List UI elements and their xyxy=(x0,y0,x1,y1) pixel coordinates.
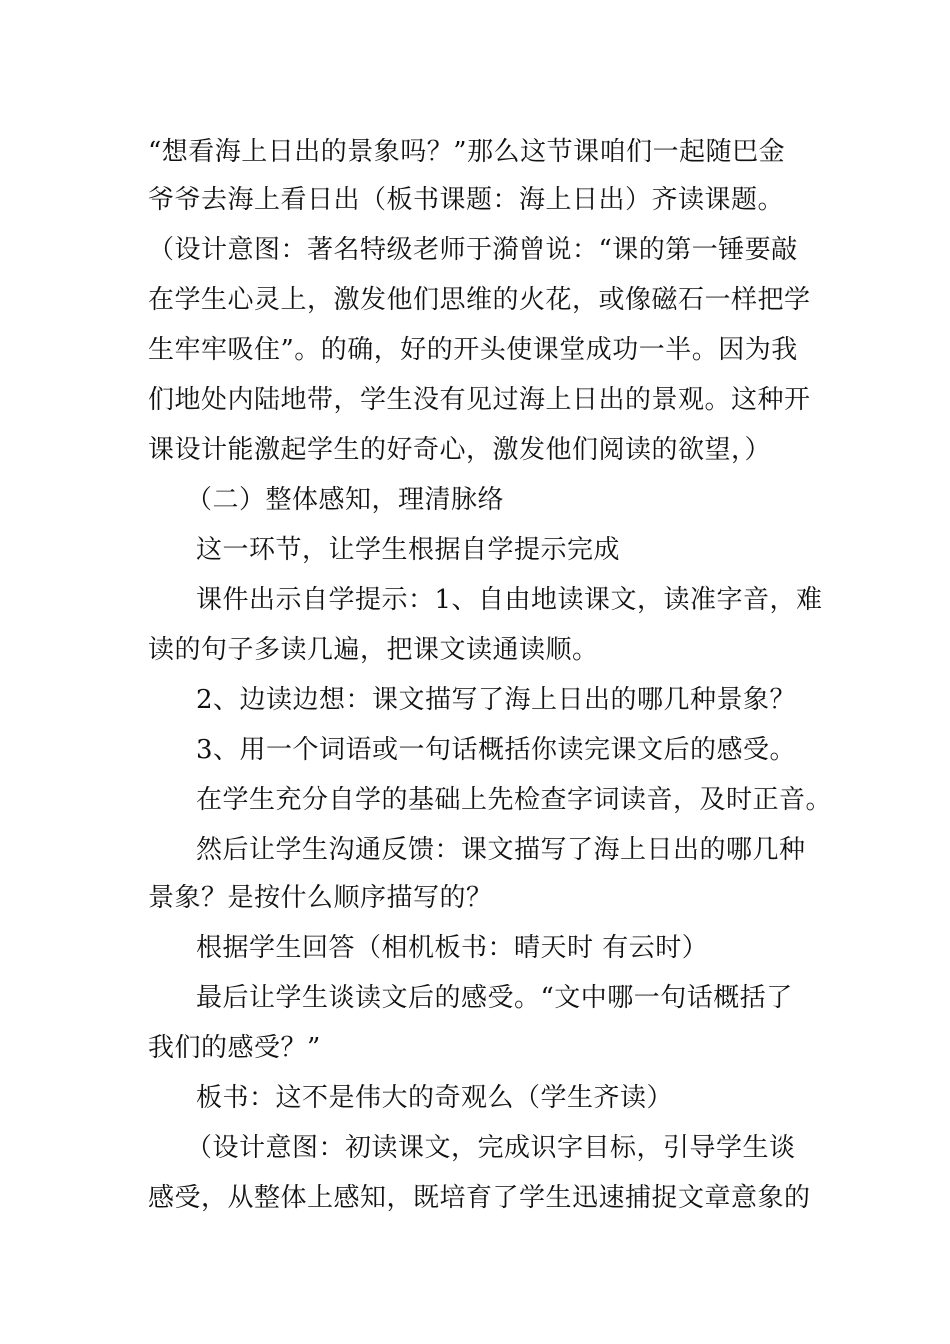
text-line: 我们的感受？” xyxy=(148,1033,321,1063)
section-heading: （二）整体感知，理清脉络 xyxy=(186,485,505,515)
text-line: 在学生心灵上，激发他们思维的火花，或像磁石一样把学 xyxy=(148,285,811,315)
text-line: 3、用一个词语或一句话概括你读完课文后的感受。 xyxy=(196,735,797,765)
text-line: 板书：这不是伟大的奇观么（学生齐读） xyxy=(196,1083,674,1113)
text-line: 生牢牢吸住”。的确，好的开头使课堂成功一半。因为我 xyxy=(148,335,798,365)
text-line: 感受，从整体上感知，既培育了学生迅速捕捉文章意象的 xyxy=(148,1183,811,1213)
text-line: （设计意图：著名特级老师于漪曾说：“课的第一锤要敲 xyxy=(148,235,798,265)
text-line: （设计意图：初读课文，完成识字目标，引导学生谈 xyxy=(186,1133,796,1163)
text-line: 读的句子多读几遍，把课文读通读顺。 xyxy=(148,635,599,665)
text-line: 们地处内陆地带，学生没有见过海上日出的景观。这种开 xyxy=(148,385,811,415)
text-line: 根据学生回答（相机板书：晴天时 有云时） xyxy=(196,933,709,963)
text-line: 2、边读边想：课文描写了海上日出的哪几种景象？ xyxy=(196,685,797,715)
text-line: 景象？是按什么顺序描写的？ xyxy=(148,883,493,913)
text-line: “想看海上日出的景象吗？”那么这节课咱们一起随巴金 xyxy=(148,137,786,167)
text-line: 然后让学生沟通反馈：课文描写了海上日出的哪几种 xyxy=(196,835,806,865)
text-line: 爷爷去海上看日出（板书课题：海上日出）齐读课题。 xyxy=(148,185,785,215)
text-line: 课设计能激起学生的好奇心，激发他们阅读的欲望，） xyxy=(148,435,772,465)
text-line: 最后让学生谈读文后的感受。“文中哪一句话概括了 xyxy=(196,983,793,1013)
text-line: 课件出示自学提示：1、自由地读课文，读准字音，难 xyxy=(196,585,823,615)
text-line: 这一环节，让学生根据自学提示完成 xyxy=(196,535,621,565)
text-line: 在学生充分自学的基础上先检查字词读音，及时正音。 xyxy=(196,785,833,815)
